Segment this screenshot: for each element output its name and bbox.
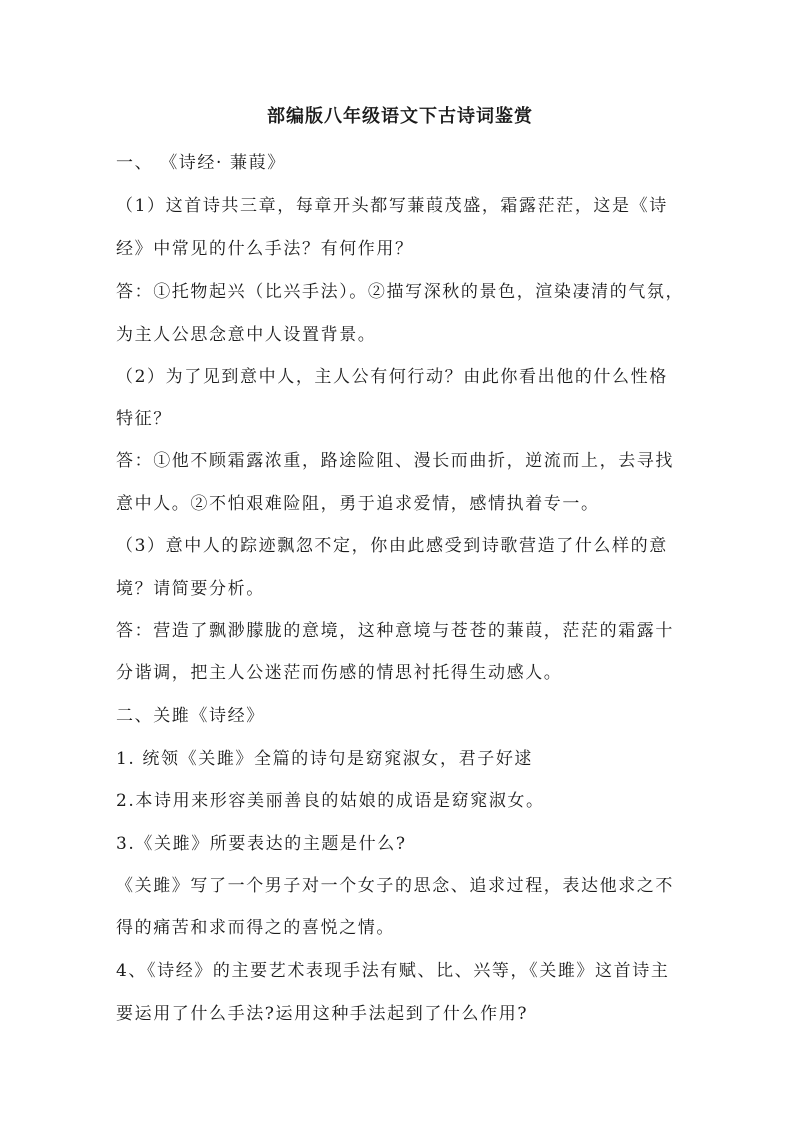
answer-1-line-2: 为主人公思念意中人设置背景。 xyxy=(116,325,377,345)
question-1-line-1: （1）这首诗共三章，每章开头都写蒹葭茂盛，霜露茫茫，这是《诗 xyxy=(116,196,668,216)
item-3: 3.《关雎》所要表达的主题是什么? xyxy=(116,834,407,854)
section-heading-1: 一、 《诗经· 蒹葭》 xyxy=(116,153,286,173)
item-3-answer-line-2: 得的痛苦和求而得之的喜悦之情。 xyxy=(116,918,395,938)
document-title: 部编版八年级语文下古诗词鉴赏 xyxy=(267,106,533,127)
item-2: 2.本诗用来形容美丽善良的姑娘的成语是窈窕淑女。 xyxy=(116,791,545,811)
question-3-line-2: 境？请简要分析。 xyxy=(116,579,265,599)
section-heading-2: 二、关雎《诗经》 xyxy=(116,706,265,726)
answer-3-line-1: 答：营造了飘渺朦胧的意境，这种意境与苍苍的蒹葭，茫茫的霜露十 xyxy=(116,621,674,641)
answer-1-line-1: 答：①托物起兴（比兴手法）。②描写深秋的景色，渲染凄清的气氛， xyxy=(116,282,685,302)
item-1: 1. 统领《关雎》全篇的诗句是窈窕淑女，君子好逑 xyxy=(116,749,534,769)
question-2-line-1: （2）为了见到意中人，主人公有何行动？由此你看出他的什么性格 xyxy=(116,367,668,387)
item-4-line-2: 要运用了什么手法?运用这种手法起到了什么作用? xyxy=(116,1004,529,1024)
question-2-line-2: 特征？ xyxy=(116,409,172,429)
answer-3-line-2: 分谐调，把主人公迷茫而伤感的情思衬托得生动感人。 xyxy=(116,663,563,683)
question-3-line-1: （3）意中人的踪迹飘忽不定，你由此感受到诗歌营造了什么样的意 xyxy=(116,536,668,556)
answer-2-line-2: 意中人。②不怕艰难险阻，勇于追求爱情，感情执着专一。 xyxy=(116,494,600,514)
item-4-line-1: 4、《诗经》的主要艺术表现手法有赋、比、兴等，《关雎》这首诗主 xyxy=(116,961,670,981)
answer-2-line-1: 答：①他不顾霜露浓重，路途险阻、漫长而曲折，逆流而上，去寻找 xyxy=(116,451,674,471)
item-3-answer-line-1: 《关雎》写了一个男子对一个女子的思念、追求过程，表达他求之不 xyxy=(116,876,674,896)
question-1-line-2: 经》中常见的什么手法？有何作用？ xyxy=(116,239,414,259)
